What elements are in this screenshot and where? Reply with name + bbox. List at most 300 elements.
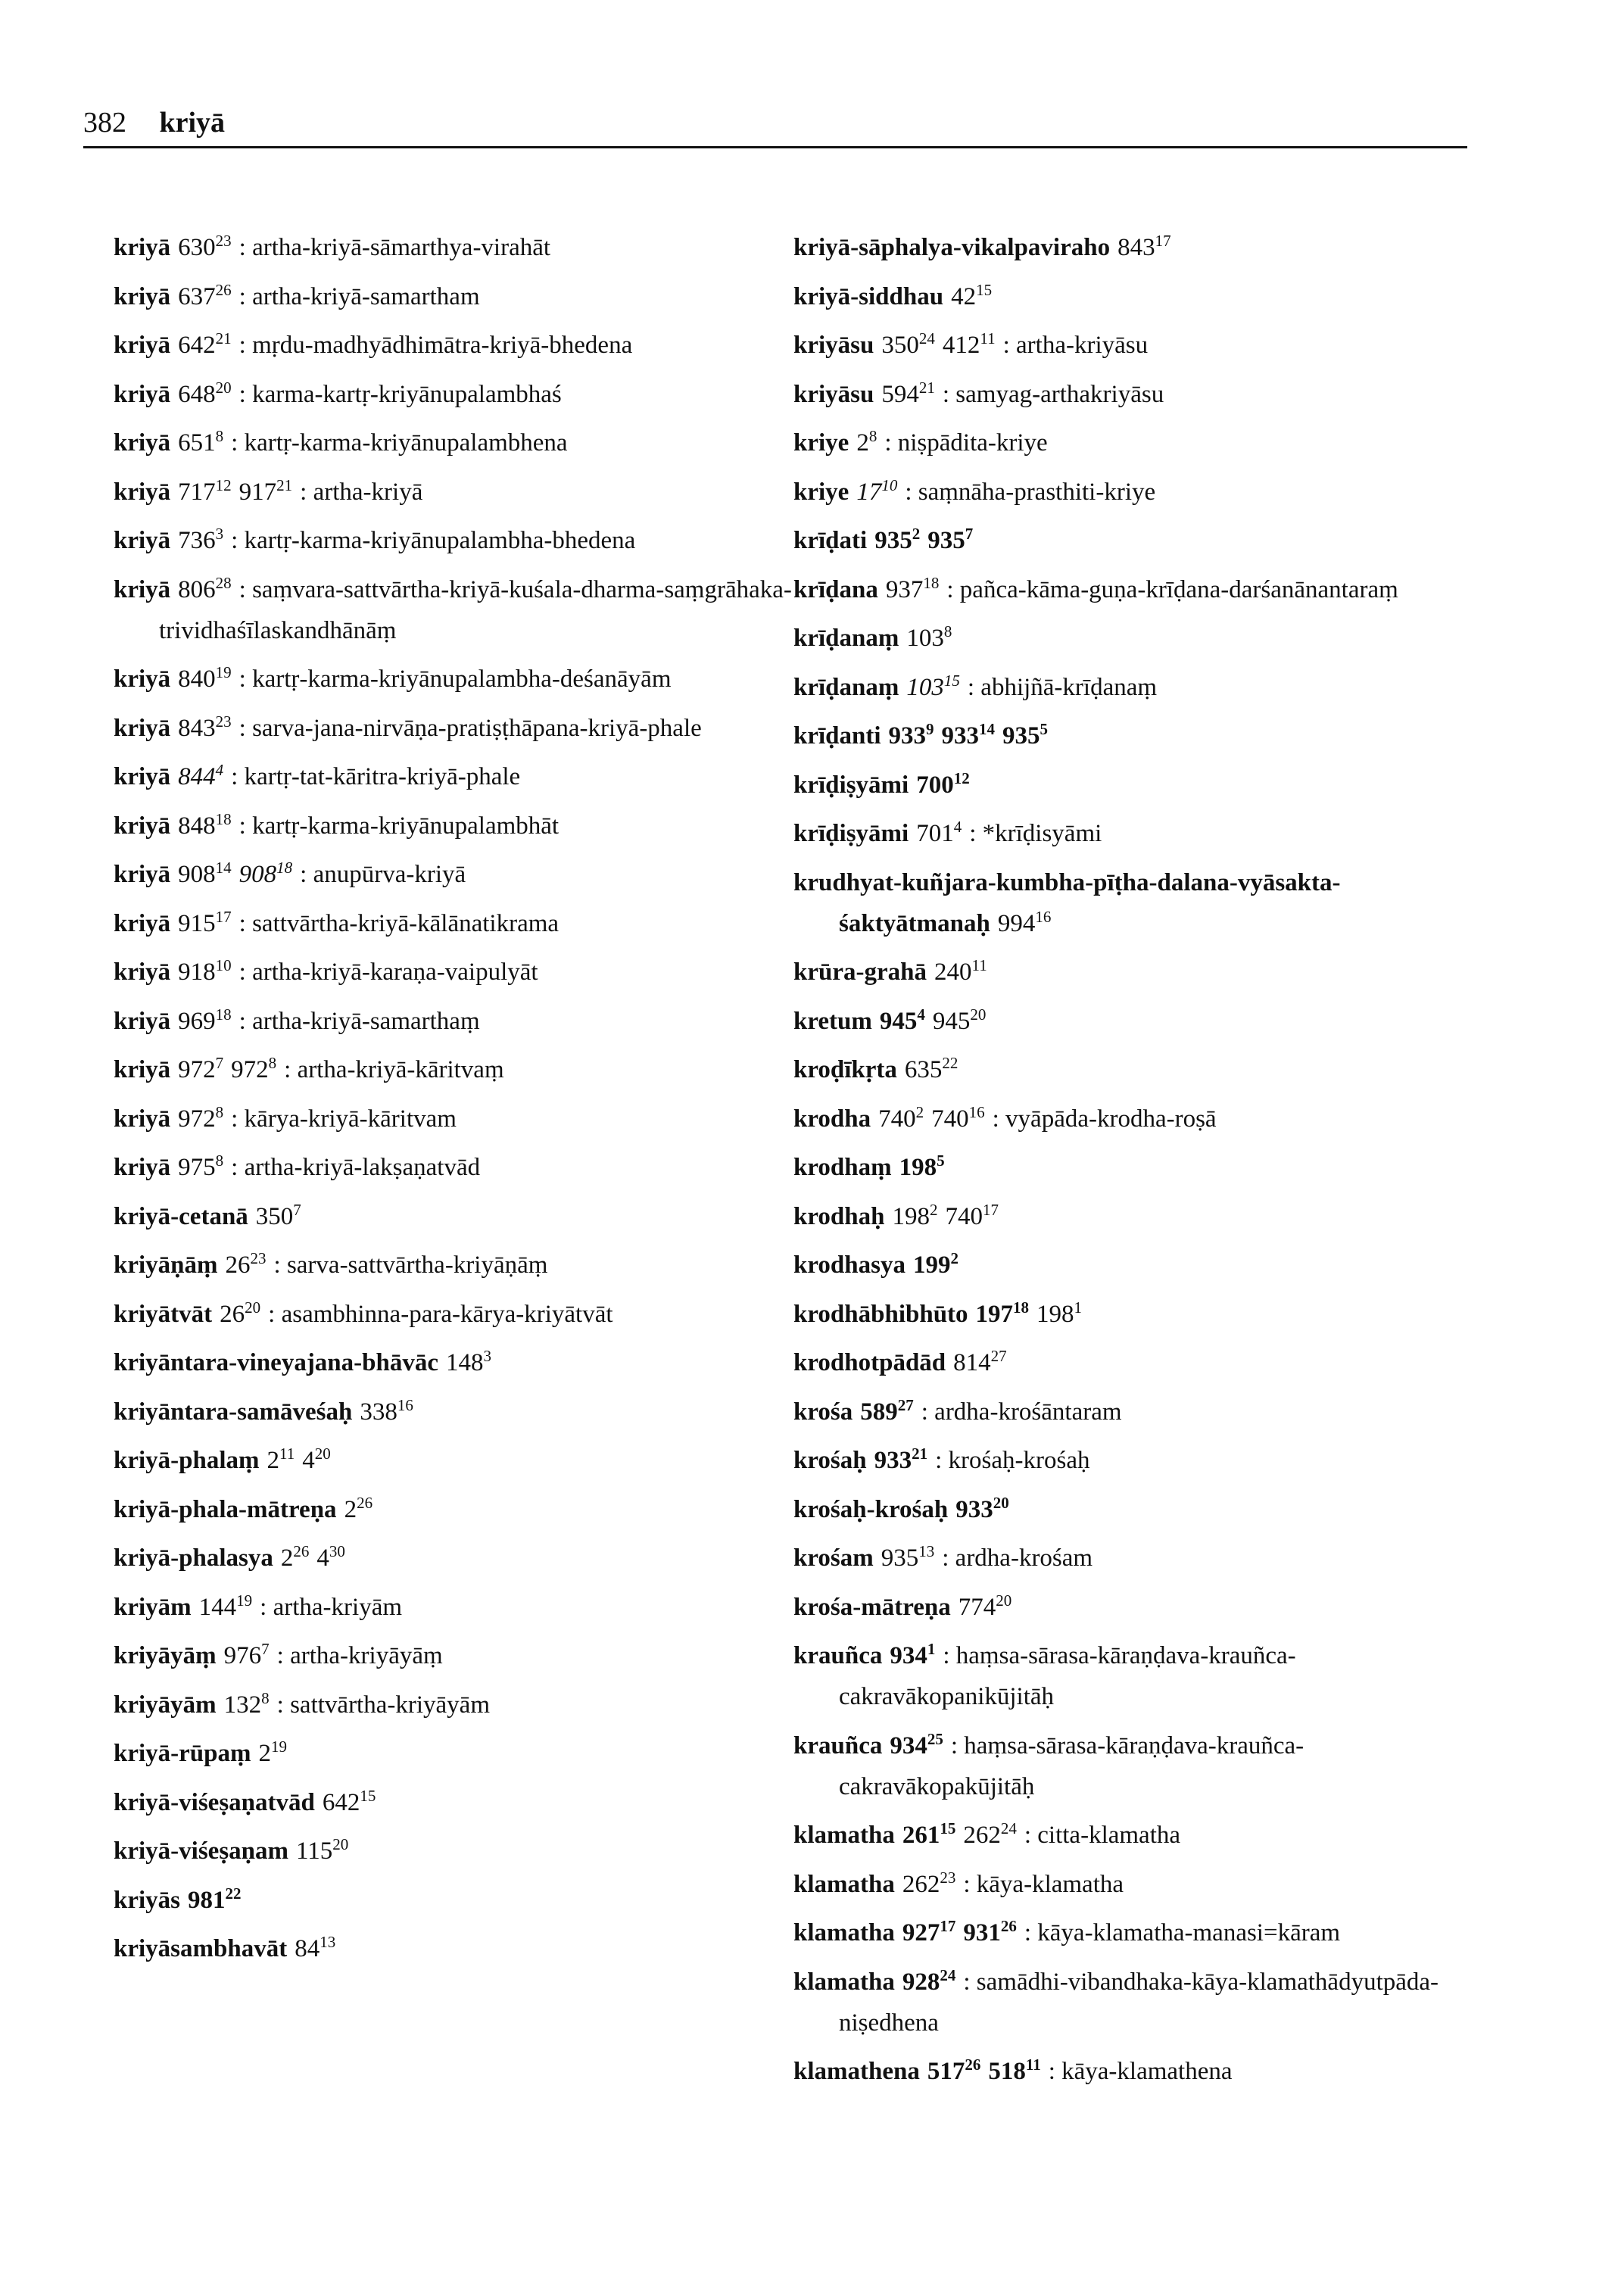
index-entry xyxy=(793,1392,1475,1432)
index-entry xyxy=(793,952,1475,993)
headword: klamatha xyxy=(793,1822,895,1849)
reference: $740^2$ xyxy=(878,1102,924,1133)
line-number: 17 xyxy=(1155,232,1171,250)
reference: $806^{28}$ xyxy=(178,573,232,603)
index-entry xyxy=(793,374,1475,415)
context-phrase: haṃsa-sārasa-kāraṇḍava-krauñca-cakravākopanikūjitāḥ xyxy=(839,1642,1296,1710)
reference-list xyxy=(874,1447,936,1474)
reference-list xyxy=(856,429,884,457)
line-number: 21 xyxy=(912,1445,928,1463)
separator: : xyxy=(238,714,253,742)
context-phrase: artha-kriyā xyxy=(313,478,423,506)
headword: krauñca xyxy=(793,1731,883,1759)
line-number: 20 xyxy=(215,378,232,397)
headword: kriyā xyxy=(114,332,171,359)
reference: $261^{15}$ xyxy=(902,1819,956,1849)
index-entry xyxy=(793,1635,1475,1717)
headword: krīḍanti xyxy=(793,722,881,750)
headword: klamatha xyxy=(793,1968,895,1996)
index-entry xyxy=(793,1245,1475,1286)
headword: kriyā xyxy=(114,1056,171,1083)
index-entry xyxy=(114,276,795,317)
line-number: 4 xyxy=(917,1005,925,1024)
separator: : xyxy=(884,429,898,457)
context-phrase: artha-kriyām xyxy=(273,1593,403,1621)
line-number: 17 xyxy=(940,1917,956,1935)
index-entry xyxy=(793,1099,1475,1139)
line-number: 19 xyxy=(236,1591,253,1610)
reference-list xyxy=(178,280,239,310)
index-entry xyxy=(793,520,1475,561)
reference: $927^{17}$ xyxy=(902,1917,956,1946)
reference-list xyxy=(890,1729,951,1759)
headword: kriyāntara-vineyajana-bhāvāc xyxy=(114,1349,438,1376)
index-entry xyxy=(793,422,1475,463)
context-phrase: artha-kriyāyāṃ xyxy=(290,1642,443,1669)
line-number: 8 xyxy=(268,1054,277,1072)
line-number: 11 xyxy=(1025,2056,1041,2074)
reference-list xyxy=(178,234,239,261)
context-phrase: artha-kriyā-samartham xyxy=(252,282,480,310)
headword: krodhābhibhūto xyxy=(793,1300,968,1328)
separator: : xyxy=(238,380,253,408)
reference: $981^{22}$ xyxy=(188,1884,242,1914)
line-number: 26 xyxy=(965,2056,981,2074)
context-phrase: kartṛ-karma-kriyānupalambhāt xyxy=(252,812,560,840)
reference: $517^{26}$ xyxy=(927,2056,981,2085)
line-number: 14 xyxy=(979,720,996,738)
reference: $945^4$ xyxy=(879,1005,925,1035)
reference-list xyxy=(178,907,239,937)
index-entry xyxy=(793,667,1475,708)
reference: $262^{23}$ xyxy=(902,1868,956,1898)
reference: $637^{26}$ xyxy=(178,280,232,310)
reference-list xyxy=(296,1837,356,1865)
headword: kroḍīkṛta xyxy=(793,1056,897,1083)
line-number: 2 xyxy=(915,1102,924,1121)
reference-list xyxy=(178,329,239,359)
headword: krośam xyxy=(793,1544,874,1572)
headword: kriyā-rūpaṃ xyxy=(114,1740,251,1767)
context-phrase: mṛdu-madhyādhimātra-kriyā-bhedena xyxy=(252,332,633,359)
line-number: 25 xyxy=(927,1729,943,1748)
headword: kriyā-phala-mātreṇa xyxy=(114,1495,337,1523)
index-entry xyxy=(793,862,1475,944)
context-phrase: asambhinna-para-kārya-kriyātvāt xyxy=(281,1300,613,1328)
separator: : xyxy=(238,909,253,937)
separator: : xyxy=(943,1642,956,1669)
line-number: 26 xyxy=(357,1493,373,1512)
line-number: 27 xyxy=(897,1395,914,1414)
headword: klamathena xyxy=(793,2058,920,2085)
reference-list xyxy=(902,1819,1024,1849)
reference: $2^8$ xyxy=(856,427,877,457)
separator: : xyxy=(231,527,245,554)
headword: kriyā xyxy=(114,1007,171,1035)
line-number: 24 xyxy=(940,1965,956,1984)
separator: : xyxy=(1002,332,1017,359)
reference-list xyxy=(255,1200,309,1230)
context-phrase: niṣpādita-kriye xyxy=(897,429,1048,457)
reference-list xyxy=(997,907,1059,937)
line-number: 23 xyxy=(940,1868,956,1887)
reference-list xyxy=(975,1298,1090,1328)
separator: : xyxy=(300,861,313,888)
headword: krīḍanaṃ xyxy=(793,673,899,701)
index-entry xyxy=(793,715,1475,756)
line-number: 15 xyxy=(360,1786,376,1805)
separator: : xyxy=(238,958,253,986)
line-number: 23 xyxy=(215,712,232,731)
line-number: 18 xyxy=(923,573,940,592)
index-entry xyxy=(114,659,795,700)
index-entry xyxy=(793,618,1475,659)
line-number: 24 xyxy=(918,329,935,348)
headword: krudhyat-kuñjara-kumbha-pīṭha-dalana-vyāsakta-śaktyātmanaḥ xyxy=(793,868,1341,937)
headword: kriyā xyxy=(114,958,171,986)
index-entry xyxy=(793,1489,1475,1530)
separator: : xyxy=(273,1251,287,1279)
index-entry xyxy=(114,325,795,366)
reference: $814^{27}$ xyxy=(953,1347,1007,1376)
context-phrase: sarva-jana-nirvāṇa-pratiṣṭhāpana-kriyā-phale xyxy=(252,714,702,742)
headword: kriyā xyxy=(114,909,171,937)
headword: kriyā xyxy=(114,429,171,457)
headword: kriyā xyxy=(114,527,171,554)
page-header xyxy=(83,106,225,139)
headword: klamatha xyxy=(793,1919,895,1946)
headword: kriye xyxy=(793,478,849,506)
headword: kriyāsu xyxy=(793,332,874,359)
headword: krośaḥ-krośaḥ xyxy=(793,1495,949,1523)
separator: : xyxy=(238,665,253,693)
headword: kriyā xyxy=(114,380,171,408)
headword: kriyātvāt xyxy=(114,1300,213,1328)
index-entry xyxy=(114,1294,795,1335)
separator: : xyxy=(238,282,253,310)
index-entry xyxy=(114,472,795,513)
line-number: 20 xyxy=(996,1591,1012,1610)
separator: : xyxy=(921,1398,935,1426)
index-entry xyxy=(114,1099,795,1139)
context-phrase: *krīḍisyāmi xyxy=(982,820,1102,847)
index-entry xyxy=(793,1196,1475,1237)
reference: $917^{21}$ xyxy=(238,475,293,506)
headword: kriyā-phalaṃ xyxy=(114,1447,260,1474)
separator: : xyxy=(1024,1822,1038,1849)
separator: : xyxy=(942,1544,955,1572)
context-phrase: samyag-arthakriyāsu xyxy=(955,380,1164,408)
reference-list xyxy=(856,475,905,506)
reference-list xyxy=(874,527,980,554)
reference-list xyxy=(178,712,239,742)
line-number: 17 xyxy=(215,907,232,926)
reference: $103^8$ xyxy=(906,622,952,652)
reference: $240^{11}$ xyxy=(934,956,987,986)
headword: krośa-mātreṇa xyxy=(793,1593,951,1621)
index-entry xyxy=(793,472,1475,513)
index-entry xyxy=(114,903,795,944)
index-entry xyxy=(793,1912,1475,1953)
reference: $935^5$ xyxy=(1002,720,1049,750)
index-entry xyxy=(793,1864,1475,1905)
reference: $969^{18}$ xyxy=(178,1005,232,1035)
index-entry xyxy=(114,1538,795,1579)
line-number: 11 xyxy=(971,956,987,974)
context-phrase: kartṛ-tat-kāritra-kriyā-phale xyxy=(244,763,521,790)
reference-list xyxy=(879,1005,994,1035)
headword: krodha xyxy=(793,1105,871,1133)
headword: kretum xyxy=(793,1007,872,1035)
headword: kriyāṇāṃ xyxy=(114,1251,218,1279)
right-column xyxy=(793,227,1475,2100)
line-number: 12 xyxy=(215,475,232,494)
reference-list xyxy=(178,665,239,693)
context-phrase: haṃsa-sārasa-kāraṇḍava-krauñca-cakravākopakūjitāḥ xyxy=(839,1731,1304,1800)
context-phrase: artha-kriyā-lakṣaṇatvād xyxy=(244,1154,481,1181)
index-entry xyxy=(114,1196,795,1237)
headword: krīḍanaṃ xyxy=(793,625,899,652)
reference: $933^{14}$ xyxy=(941,720,996,750)
line-number: 3 xyxy=(215,525,224,543)
context-phrase: artha-kriyāsu xyxy=(1016,332,1149,359)
separator: : xyxy=(238,575,253,603)
headword: kriyā xyxy=(114,665,171,693)
index-entry xyxy=(114,227,795,268)
reference: $2^{26}$ xyxy=(344,1493,373,1523)
reference-list xyxy=(295,1935,343,1962)
reference-list xyxy=(223,1688,277,1719)
reference: $740^{16}$ xyxy=(931,1102,985,1133)
reference: $648^{20}$ xyxy=(178,378,232,408)
reference-list xyxy=(953,1349,1015,1376)
line-number: 17 xyxy=(982,1200,999,1219)
line-number: 24 xyxy=(1000,1819,1017,1837)
headword: klamatha xyxy=(793,1870,895,1898)
reference: $945^{20}$ xyxy=(932,1005,987,1035)
reference-list xyxy=(178,429,231,457)
line-number: 22 xyxy=(225,1884,242,1903)
reference: $412^{11}$ xyxy=(942,329,996,359)
index-entry xyxy=(793,1001,1475,1042)
line-number: 18 xyxy=(215,809,232,828)
reference: $42^{15}$ xyxy=(951,280,993,310)
line-number: 22 xyxy=(942,1054,959,1072)
reference: $976^7$ xyxy=(223,1640,270,1669)
headword: kriyā-phalasya xyxy=(114,1544,273,1572)
separator: : xyxy=(905,478,918,506)
reference: $933^9$ xyxy=(888,720,934,750)
index-entry xyxy=(793,1587,1475,1628)
index-entry xyxy=(114,1147,795,1188)
context-phrase: pañca-kāma-guṇa-krīḍana-darśanānantaraṃ xyxy=(959,575,1398,603)
reference-list xyxy=(913,1251,966,1279)
reference: $132^8$ xyxy=(223,1688,270,1719)
reference: $740^{17}$ xyxy=(945,1200,999,1230)
line-number: 12 xyxy=(953,768,970,787)
separator: : xyxy=(231,1154,245,1181)
headword: kriyā xyxy=(114,714,171,742)
line-number: 20 xyxy=(332,1835,349,1853)
context-phrase: kartṛ-karma-kriyānupalambha-bhedena xyxy=(244,527,636,554)
reference-list xyxy=(916,768,977,799)
reference: $700^{12}$ xyxy=(916,768,970,799)
reference-list xyxy=(958,1591,1020,1621)
line-number: 2 xyxy=(912,525,921,543)
line-number: 26 xyxy=(215,280,232,299)
headword: kriyāsambhavāt xyxy=(114,1935,288,1962)
separator: : xyxy=(967,673,981,701)
reference-list xyxy=(178,861,300,888)
reference-list xyxy=(198,1591,260,1621)
reference: $651^8$ xyxy=(178,427,224,457)
separator: : xyxy=(1024,1919,1038,1946)
reference: $933^{20}$ xyxy=(955,1493,1009,1523)
line-number: 1 xyxy=(927,1640,936,1658)
reference-list xyxy=(881,1544,943,1572)
line-number: 16 xyxy=(968,1102,985,1121)
separator: : xyxy=(963,1968,977,1996)
line-number: 30 xyxy=(329,1542,345,1560)
headword: kriyā-viśeṣaṇatvād xyxy=(114,1788,315,1816)
headword: krodhotpādād xyxy=(793,1349,946,1376)
line-number: 19 xyxy=(271,1738,287,1756)
context-phrase: kartṛ-karma-kriyānupalambha-deśanāyām xyxy=(252,665,672,693)
left-column xyxy=(114,227,795,1978)
index-entry xyxy=(793,1342,1475,1383)
reference: $26^{20}$ xyxy=(220,1298,261,1328)
reference: $972^8$ xyxy=(231,1054,277,1083)
separator: : xyxy=(231,763,245,790)
separator: : xyxy=(284,1056,298,1083)
index-entry xyxy=(793,1962,1475,2043)
context-phrase: saṃvara-sattvārtha-kriyā-kuśala-dharma-saṃgrāhaka-trividhaśīlaskandhānāṃ xyxy=(159,575,792,644)
headword: kriyā xyxy=(114,575,171,603)
index-entry xyxy=(793,325,1475,366)
separator: : xyxy=(260,1593,273,1621)
index-entry xyxy=(114,1928,795,1969)
reference: $935^2$ xyxy=(874,525,921,554)
reference: $198^5$ xyxy=(899,1152,945,1181)
index-entry xyxy=(114,374,795,415)
context-phrase: sattvārtha-kriyā-kālānatikrama xyxy=(252,909,560,937)
line-number: 8 xyxy=(215,1152,224,1170)
reference-list xyxy=(890,1642,943,1669)
line-number: 14 xyxy=(215,859,232,877)
reference: $198^1$ xyxy=(1036,1298,1083,1328)
line-number: 7 xyxy=(965,525,974,543)
line-number: 5 xyxy=(1040,720,1049,738)
line-number: 2 xyxy=(929,1200,938,1219)
headword: kriyā xyxy=(114,1105,171,1133)
reference: $994^{16}$ xyxy=(997,907,1052,937)
index-entry xyxy=(114,1245,795,1286)
context-phrase: kartṛ-karma-kriyānupalambhena xyxy=(244,429,568,457)
reference: $928^{24}$ xyxy=(902,1965,956,1996)
line-number: 11 xyxy=(980,329,996,348)
reference: $84^{13}$ xyxy=(295,1933,336,1962)
reference-list xyxy=(934,958,995,986)
reference: $844^4$ xyxy=(178,761,224,790)
line-number: 8 xyxy=(215,1102,224,1121)
reference-list xyxy=(178,763,231,790)
context-phrase: sattvārtha-kriyāyām xyxy=(290,1691,490,1719)
headword: krīḍiṣyāmi xyxy=(793,771,909,799)
reference: $642^{15}$ xyxy=(322,1786,376,1816)
reference-list xyxy=(224,1642,277,1669)
reference-list xyxy=(178,809,239,840)
reference: $635^{22}$ xyxy=(904,1054,959,1083)
reference: $350^7$ xyxy=(255,1200,301,1230)
reference-list xyxy=(860,1395,921,1426)
reference-list xyxy=(885,573,947,603)
reference-list xyxy=(951,280,999,310)
line-number: 23 xyxy=(215,232,232,250)
headword: krodhasya xyxy=(793,1251,906,1279)
line-number: 8 xyxy=(215,427,224,445)
reference-list xyxy=(178,1005,239,1035)
reference: $4^{30}$ xyxy=(316,1542,345,1572)
context-phrase: abhijñā-krīḍanaṃ xyxy=(980,673,1158,701)
reference: $2^{11}$ xyxy=(267,1445,295,1474)
reference: $338^{16}$ xyxy=(360,1395,413,1426)
reference: $934^1$ xyxy=(890,1640,936,1669)
headword: kriyā xyxy=(114,861,171,888)
headword: kriyā xyxy=(114,478,171,506)
line-number: 4 xyxy=(953,818,962,836)
index-entry xyxy=(114,1831,795,1872)
reference-list xyxy=(267,1447,338,1474)
separator: : xyxy=(268,1300,282,1328)
headword: krīḍati xyxy=(793,527,868,554)
headword: kriye xyxy=(793,429,849,457)
reference-list xyxy=(178,475,300,506)
separator: : xyxy=(992,1105,1006,1133)
line-number: 27 xyxy=(990,1347,1007,1365)
line-number: 5 xyxy=(937,1152,945,1170)
line-number: 18 xyxy=(1013,1298,1030,1317)
index-entry xyxy=(114,569,795,651)
context-phrase: ardha-krośam xyxy=(955,1544,1093,1572)
headword: kriyā xyxy=(114,1154,171,1181)
reference: $197^{18}$ xyxy=(975,1298,1030,1328)
page-number: 382 xyxy=(83,107,126,139)
running-title: kriyā xyxy=(159,107,226,139)
index-entry xyxy=(793,569,1475,610)
line-number: 16 xyxy=(1035,907,1052,926)
separator: : xyxy=(238,234,253,261)
context-phrase: krośaḥ-krośaḥ xyxy=(948,1447,1090,1474)
index-entry xyxy=(114,422,795,463)
reference: $4^{20}$ xyxy=(302,1445,331,1474)
reference-list xyxy=(178,1056,284,1083)
headword: kriyās xyxy=(114,1886,181,1914)
index-entry xyxy=(793,1147,1475,1188)
index-entry xyxy=(793,227,1475,268)
reference-list xyxy=(881,378,943,408)
headword: kriyām xyxy=(114,1593,192,1621)
reference-list xyxy=(955,1493,1017,1523)
line-number: 8 xyxy=(261,1688,270,1707)
line-number: 20 xyxy=(970,1005,987,1024)
index-entry xyxy=(114,756,795,797)
index-entry xyxy=(793,1538,1475,1579)
separator: : xyxy=(231,429,245,457)
line-number: 20 xyxy=(245,1298,261,1317)
reference-list xyxy=(1117,234,1179,261)
reference: $935^{13}$ xyxy=(881,1542,935,1572)
reference-list xyxy=(446,1349,499,1376)
